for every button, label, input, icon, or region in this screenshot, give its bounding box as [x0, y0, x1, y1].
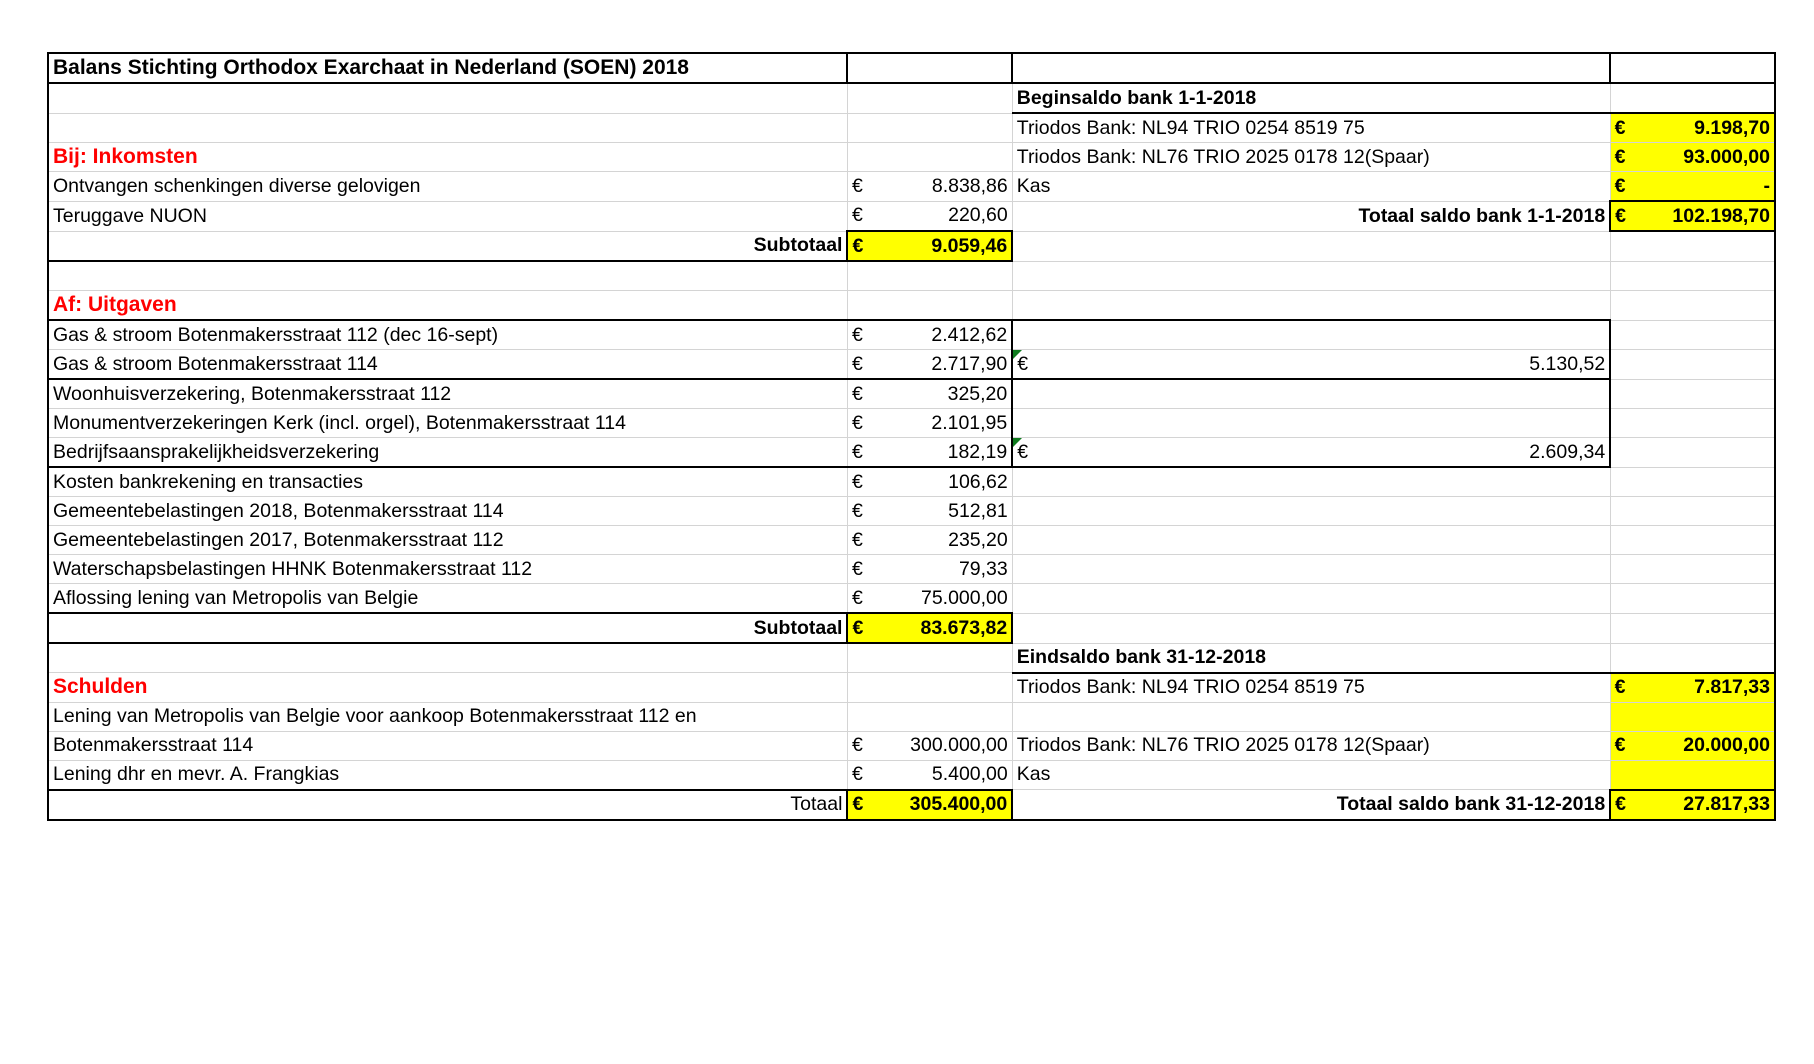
empty-cell — [48, 113, 847, 143]
euro-sign: € — [851, 586, 863, 609]
empty-cell — [1012, 291, 1610, 321]
income-description: Ontvangen schenkingen diverse gelovigen — [48, 172, 847, 202]
page-title: Balans Stichting Orthodox Exarchaat in Nederland (SOEN) 2018 — [48, 53, 847, 83]
empty-cell — [1012, 497, 1610, 526]
debts-total-amount: € 305.400,00 — [847, 790, 1012, 820]
expense-amount: € 79,33 — [847, 555, 1012, 584]
expense-description: Monumentverzekeringen Kerk (incl. orgel), Botenmakersstraat 114 — [48, 409, 847, 438]
empty-cell — [1012, 584, 1610, 614]
table-row — [48, 526, 1775, 555]
debt-description-line1: Lening van Metropolis van Belgie voor aankoop Botenmakersstraat 112 en — [48, 702, 847, 731]
empty-cell — [1610, 53, 1775, 83]
expense-group-total-energy: € 5.130,52 — [1012, 350, 1610, 380]
empty-cell — [1012, 231, 1610, 261]
euro-sign: € — [851, 734, 863, 756]
debts-total-label: Totaal — [48, 790, 847, 820]
empty-cell — [1610, 643, 1775, 673]
expenses-subtotal-label: Subtotaal — [48, 613, 847, 643]
closing-bank-label: Triodos Bank: NL76 TRIO 2025 0178 12(Spaar) — [1012, 731, 1610, 760]
opening-total-amount: € 102.198,70 — [1610, 201, 1775, 231]
income-subtotal-label: Subtotaal — [48, 231, 847, 261]
closing-total-amount: € 27.817,33 — [1610, 790, 1775, 820]
expense-amount: € 2.717,90 — [847, 350, 1012, 380]
empty-cell — [1610, 613, 1775, 643]
table-row — [48, 172, 1775, 202]
opening-bank-amount: € 93.000,00 — [1610, 143, 1775, 172]
table-row — [48, 555, 1775, 584]
closing-bank-amount: € 7.817,33 — [1610, 673, 1775, 703]
euro-sign: € — [851, 440, 863, 463]
expense-amount: € 106,62 — [847, 467, 1012, 497]
debt-amount: € 5.400,00 — [847, 760, 1012, 790]
empty-cell — [847, 113, 1012, 143]
income-amount: € 8.838,86 — [847, 172, 1012, 202]
euro-sign: € — [1614, 676, 1626, 698]
expense-amount: € 235,20 — [847, 526, 1012, 555]
empty-cell — [48, 261, 847, 291]
expense-description: Gemeentebelastingen 2018, Botenmakersstraat 114 — [48, 497, 847, 526]
table-row — [48, 731, 1775, 760]
euro-sign: € — [851, 352, 863, 375]
empty-cell — [847, 53, 1012, 83]
empty-cell — [1012, 53, 1610, 83]
empty-cell — [1012, 555, 1610, 584]
euro-sign: € — [1017, 440, 1029, 463]
empty-cell — [1610, 702, 1775, 731]
empty-cell — [847, 143, 1012, 172]
expense-description: Gemeentebelastingen 2017, Botenmakersstraat 112 — [48, 526, 847, 555]
empty-cell — [48, 83, 847, 113]
euro-sign: € — [1614, 174, 1626, 197]
debts-heading: Schulden — [48, 673, 847, 703]
opening-bank-amount: € 9.198,70 — [1610, 113, 1775, 143]
empty-cell — [1610, 409, 1775, 438]
euro-sign: € — [1615, 793, 1627, 815]
closing-balance-heading: Eindsaldo bank 31-12-2018 — [1012, 643, 1610, 673]
euro-sign: € — [1614, 734, 1626, 756]
euro-sign: € — [1615, 204, 1627, 227]
euro-sign: € — [852, 793, 864, 815]
empty-cell — [1610, 83, 1775, 113]
income-amount: € 220,60 — [847, 201, 1012, 231]
closing-bank-amount — [1610, 760, 1775, 790]
euro-sign: € — [851, 174, 863, 197]
expense-amount: € 325,20 — [847, 379, 1012, 409]
closing-bank-amount: € 20.000,00 — [1610, 731, 1775, 760]
expenses-heading: Af: Uitgaven — [48, 291, 847, 321]
empty-cell — [1012, 702, 1610, 731]
opening-bank-label: Kas — [1012, 172, 1610, 202]
opening-bank-amount: € - — [1610, 172, 1775, 202]
table-row — [48, 673, 1775, 703]
expense-description: Gas & stroom Botenmakersstraat 114 — [48, 350, 847, 380]
closing-total-label: Totaal saldo bank 31-12-2018 — [1012, 790, 1610, 820]
empty-cell — [1012, 379, 1610, 409]
table-row — [48, 320, 1775, 350]
empty-cell — [847, 702, 1012, 731]
table-row — [48, 201, 1775, 231]
income-subtotal-amount: € 9.059,46 — [847, 231, 1012, 261]
expense-description: Kosten bankrekening en transacties — [48, 467, 847, 497]
income-heading: Bij: Inkomsten — [48, 143, 847, 172]
empty-cell — [1012, 613, 1610, 643]
opening-balance-heading: Beginsaldo bank 1-1-2018 — [1012, 83, 1610, 113]
empty-cell — [1610, 526, 1775, 555]
expense-amount: € 2.412,62 — [847, 320, 1012, 350]
income-description: Teruggave NUON — [48, 201, 847, 231]
closing-bank-label: Triodos Bank: NL94 TRIO 0254 8519 75 — [1012, 673, 1610, 703]
euro-sign: € — [851, 528, 863, 551]
empty-cell — [847, 291, 1012, 321]
empty-cell — [1012, 467, 1610, 497]
empty-cell — [847, 673, 1012, 703]
euro-sign: € — [852, 616, 864, 639]
spreadsheet — [47, 52, 1776, 821]
empty-cell — [1610, 320, 1775, 350]
euro-sign: € — [1614, 116, 1626, 139]
euro-sign: € — [851, 470, 863, 493]
euro-sign: € — [851, 411, 863, 434]
table-row — [48, 83, 1775, 113]
empty-cell — [847, 643, 1012, 673]
expense-description: Aflossing lening van Metropolis van Belgie — [48, 584, 847, 614]
table-row — [48, 584, 1775, 614]
debt-description-line2: Botenmakersstraat 114 — [48, 731, 847, 760]
euro-sign: € — [851, 204, 863, 227]
expense-description: Gas & stroom Botenmakersstraat 112 (dec 16-sept) — [48, 320, 847, 350]
table-row — [48, 497, 1775, 526]
euro-sign: € — [851, 557, 863, 580]
expense-description: Woonhuisverzekering, Botenmakersstraat 112 — [48, 379, 847, 409]
opening-bank-label: Triodos Bank: NL76 TRIO 2025 0178 12(Spaar) — [1012, 143, 1610, 172]
empty-cell — [1012, 526, 1610, 555]
empty-cell — [847, 261, 1012, 291]
table-row-title — [48, 53, 1775, 83]
euro-sign: € — [851, 499, 863, 522]
table-row-total — [48, 790, 1775, 820]
expense-amount: € 182,19 — [847, 438, 1012, 468]
opening-bank-label: Triodos Bank: NL94 TRIO 0254 8519 75 — [1012, 113, 1610, 143]
empty-cell — [1610, 555, 1775, 584]
euro-sign: € — [1017, 352, 1029, 375]
expense-amount: € 75.000,00 — [847, 584, 1012, 614]
table-row — [48, 643, 1775, 673]
empty-cell — [1610, 291, 1775, 321]
expense-description: Bedrijfsaansprakelijkheidsverzekering — [48, 438, 847, 468]
empty-cell — [1610, 584, 1775, 614]
euro-sign: € — [1614, 145, 1626, 168]
empty-cell — [1610, 231, 1775, 261]
empty-cell — [1012, 409, 1610, 438]
expenses-subtotal-amount: € 83.673,82 — [847, 613, 1012, 643]
empty-cell — [1610, 497, 1775, 526]
expense-amount: € 2.101,95 — [847, 409, 1012, 438]
table-row-subtotal-expenses — [48, 613, 1775, 643]
empty-cell — [1610, 379, 1775, 409]
table-row — [48, 438, 1775, 468]
table-row — [48, 467, 1775, 497]
euro-sign: € — [851, 323, 863, 346]
euro-sign: € — [851, 382, 863, 405]
opening-total-label: Totaal saldo bank 1-1-2018 — [1012, 201, 1610, 231]
table-row — [48, 143, 1775, 172]
euro-sign: € — [852, 234, 864, 257]
empty-cell — [1012, 320, 1610, 350]
expense-description: Waterschapsbelastingen HHNK Botenmakersstraat 112 — [48, 555, 847, 584]
balance-sheet-table — [47, 52, 1776, 821]
table-row-subtotal-income — [48, 231, 1775, 261]
table-row — [48, 702, 1775, 731]
empty-cell — [847, 83, 1012, 113]
table-row — [48, 409, 1775, 438]
table-row — [48, 350, 1775, 380]
expense-amount: € 512,81 — [847, 497, 1012, 526]
empty-cell — [1610, 467, 1775, 497]
debt-amount: € 300.000,00 — [847, 731, 1012, 760]
empty-cell — [1012, 261, 1610, 291]
table-row — [48, 113, 1775, 143]
debt-description: Lening dhr en mevr. A. Frangkias — [48, 760, 847, 790]
empty-cell — [1610, 350, 1775, 380]
table-row — [48, 379, 1775, 409]
table-row — [48, 291, 1775, 321]
table-row — [48, 760, 1775, 790]
expense-group-total-insurance: € 2.609,34 — [1012, 438, 1610, 468]
table-row — [48, 261, 1775, 291]
empty-cell — [48, 643, 847, 673]
closing-bank-label: Kas — [1012, 760, 1610, 790]
empty-cell — [1610, 438, 1775, 468]
euro-sign: € — [851, 763, 863, 785]
empty-cell — [1610, 261, 1775, 291]
